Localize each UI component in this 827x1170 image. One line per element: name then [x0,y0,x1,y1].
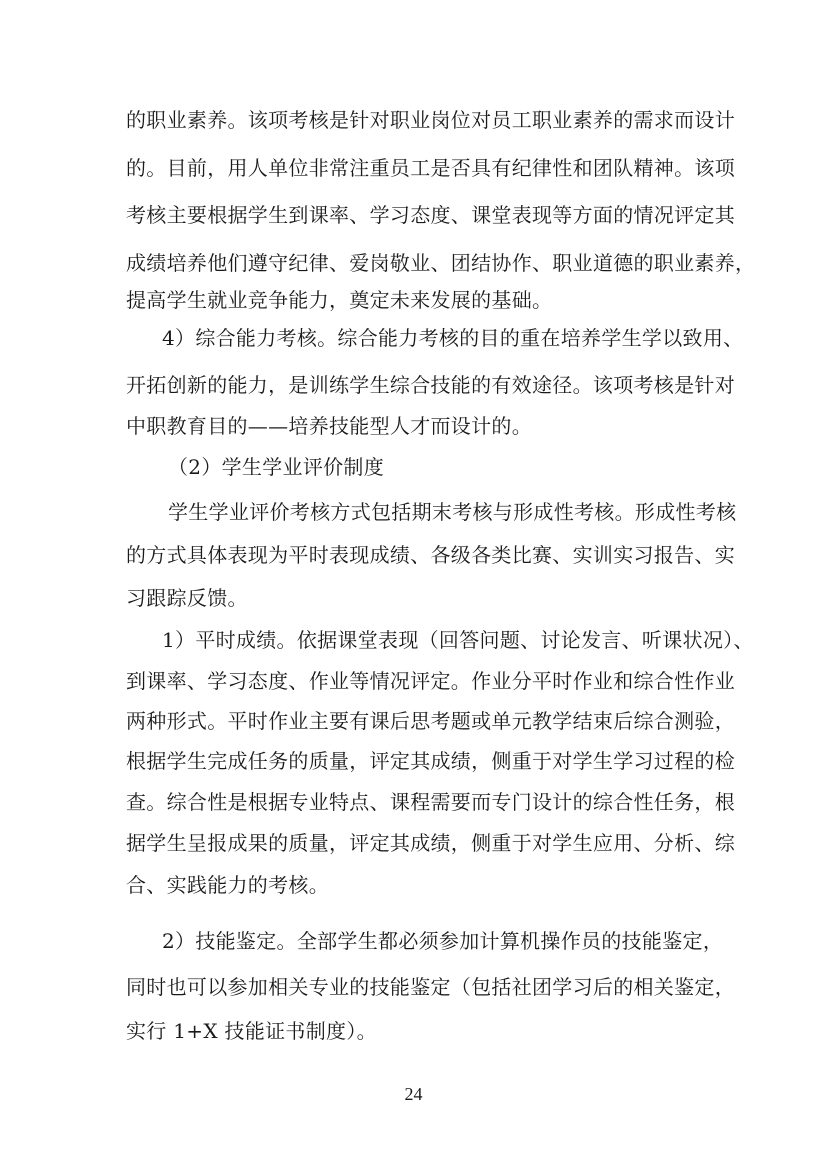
text-line: 习跟踪反馈。 [126,586,248,610]
text-line: 开拓创新的能力，是训练学生综合技能的有效途径。该项考核是针对 [126,373,735,397]
text-line: 考核主要根据学生到课率、学习态度、课堂表现等方面的情况评定其 [126,203,735,227]
text-line: 查。综合性是根据专业特点、课程需要而专门设计的综合性任务，根 [126,790,735,814]
text-line: 两种形式。平时作业主要有课后思考题或单元教学结束后综合测验， [126,709,735,733]
section-heading: （2）学生学业评价制度 [168,455,385,479]
paragraph-first-line: 学生学业评价考核方式包括期末考核与形成性考核。形成性考核 [168,500,737,524]
text-line: 根据学生完成任务的质量，评定其成绩，侧重于对学生学习过程的检 [126,749,735,773]
text-line: 合、实践能力的考核。 [126,873,329,897]
paragraph-first-line: 2）技能鉴定。全部学生都必须参加计算机操作员的技能鉴定， [162,929,724,953]
paragraph-first-line: 4）综合能力考核。综合能力考核的目的重在培养学生学以致用、 [162,326,744,350]
text-line: 的。目前，用人单位非常注重员工是否具有纪律性和团队精神。该项 [126,156,735,180]
text-line: 到课率、学习态度、作业等情况评定。作业分平时作业和综合性作业 [126,669,735,693]
text-line: 实行 1+X 技能证书制度）。 [126,1019,377,1043]
text-line: 提高学生就业竞争能力，奠定未来发展的基础。 [126,288,553,312]
text-line: 同时也可以参加相关专业的技能鉴定（包括社团学习后的相关鉴定， [126,975,735,999]
page-number: 24 [404,1084,423,1104]
text-line: 的职业素养。该项考核是针对职业岗位对员工职业素养的需求而设计 [126,108,735,132]
paragraph-first-line: 1）平时成绩。依据课堂表现（回答问题、讨论发言、听课状况）、 [162,628,754,652]
text-line: 据学生呈报成果的质量，评定其成绩，侧重于对学生应用、分析、综 [126,831,735,855]
text-line: 成绩培养他们遵守纪律、爱岗敬业、团结协作、职业道德的职业素养， [126,251,756,275]
text-line: 中职教育目的——培养技能型人才而设计的。 [126,414,532,438]
text-line: 的方式具体表现为平时表现成绩、各级各类比赛、实训实习报告、实 [126,543,735,567]
